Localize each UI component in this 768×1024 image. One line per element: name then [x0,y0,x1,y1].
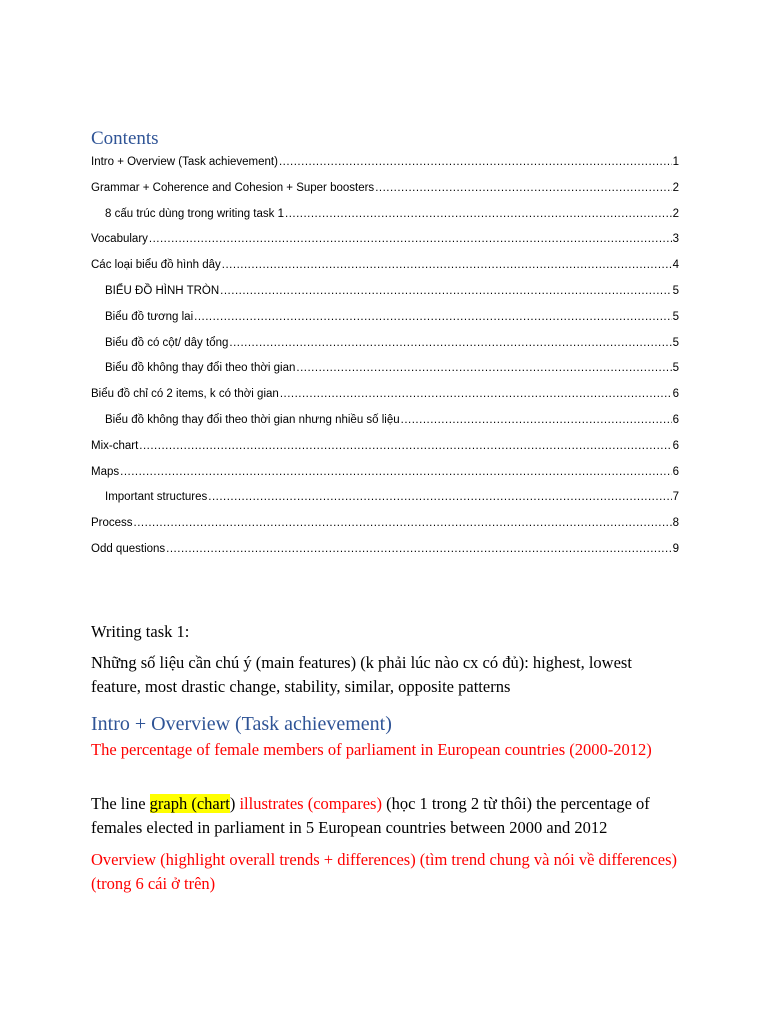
toc-entry-text: Biểu đồ chỉ có 2 items, k có thời gian [91,388,279,401]
toc-dot-leader [280,384,672,404]
writing-task-label: Writing task 1: [91,622,190,641]
toc-entry-text: BIỂU ĐỒ HÌNH TRÒN [105,284,220,297]
toc-dot-leader [208,487,671,507]
toc-entry-text: Các loại biểu đồ hình dây [91,259,221,272]
toc-page-number: 1 [672,156,679,168]
toc-dot-leader [285,204,672,224]
toc-entry-text: Biểu đồ không thay đổi theo thời gian [105,362,296,375]
toc-page-number: 6 [672,413,679,426]
toc-dot-leader [222,255,672,275]
line-graph-text-2: ) [229,794,240,813]
toc-entry[interactable] [91,204,679,230]
table-of-contents [91,152,679,565]
toc-dot-leader [120,462,671,482]
toc-entry[interactable] [91,255,679,281]
toc-dot-leader [134,513,672,533]
intro-heading: Intro + Overview (Task achievement) [91,713,392,735]
example-title: The percentage of female members of parliament in European countries (2000-2012) [91,740,652,759]
toc-page-number: 5 [672,310,679,323]
toc-entry[interactable] [91,178,679,204]
toc-page-number: 5 [672,336,679,349]
toc-dot-leader [139,436,671,456]
toc-entry-text: Biểu đồ có cột/ dây tổng [105,336,229,349]
overview-section [91,848,681,896]
toc-page-number: 2 [672,181,679,194]
toc-entry-text: 8 cấu trúc dùng trong writing task 1 [105,207,284,220]
toc-entry[interactable] [91,384,679,410]
toc-entry[interactable] [91,229,679,255]
toc-page-number: 3 [672,233,679,246]
toc-page-number: 8 [672,517,679,530]
toc-dot-leader [220,281,671,301]
toc-page-number: 9 [672,542,679,555]
toc-entry-text: Biểu đồ tương lai [105,310,194,323]
line-graph-paragraph [91,792,681,840]
line-graph-text-3: (học 1 trong 2 từ thôi) the percentage of females elected in parliament in 5 European countries between 2000 and 2012 [91,794,650,837]
toc-entry[interactable] [91,539,679,565]
toc-entry-text: Odd questions [91,542,166,555]
main-features-text: Những số liệu cần chú ý (main features) (k phải lúc nào cx có đủ): highest, lowest feature, most drastic change, stability, similar, opposite patterns [91,653,632,696]
overview-text: Overview (highlight overall trends + differences) (tìm trend chung và nói về differences) (trong 6 cái ở trên) [91,850,677,893]
toc-entry-text: Vocabulary [91,233,148,246]
toc-entry-text: Maps [91,465,120,478]
toc-page-number: 5 [672,284,679,297]
toc-entry[interactable] [91,436,679,462]
toc-dot-leader [375,178,671,198]
toc-page-number: 4 [672,259,679,272]
toc-entry-text: Biểu đồ không thay đổi theo thời gian nhưng nhiều số liệu [105,413,400,426]
toc-entry[interactable] [91,410,679,436]
toc-page-number: 7 [672,491,679,504]
toc-dot-leader [229,333,671,353]
toc-page-number: 5 [672,362,679,375]
toc-dot-leader [166,539,671,559]
toc-entry-text: Grammar + Coherence and Cohesion + Super boosters [91,181,375,194]
example-title-section [91,738,681,762]
main-features-section [91,651,681,699]
toc-entry[interactable] [91,281,679,307]
toc-title: Contents [91,128,159,149]
toc-dot-leader [401,410,672,430]
line-graph-section [91,792,681,840]
toc-entry-text: Mix-chart [91,439,139,452]
intro-section [91,712,681,736]
toc-entry-text: Intro + Overview (Task achievement) [91,156,278,168]
toc-entry-text: Process [91,517,133,530]
toc-page-number: 2 [672,207,679,220]
toc-entry-text: Important structures [105,491,208,504]
toc-page-number: 6 [672,439,679,452]
highlighted-graph-chart: graph (chart [149,794,230,813]
illustrates-compares: illustrates (compares) [239,794,382,813]
toc-dot-leader [296,358,671,378]
toc-entry[interactable] [91,462,679,488]
toc-entry[interactable] [91,152,679,178]
toc-entry[interactable] [91,307,679,333]
toc-dot-leader [149,229,672,249]
toc-entry[interactable] [91,333,679,359]
writing-task-section [91,620,681,644]
toc-entry[interactable] [91,487,679,513]
line-graph-text-1: The line [91,794,150,813]
toc-entry[interactable] [91,358,679,384]
toc-page-number: 6 [672,388,679,401]
toc-dot-leader [279,152,672,172]
toc-page-number: 6 [672,465,679,478]
toc-dot-leader [194,307,671,327]
toc-entry[interactable] [91,513,679,539]
